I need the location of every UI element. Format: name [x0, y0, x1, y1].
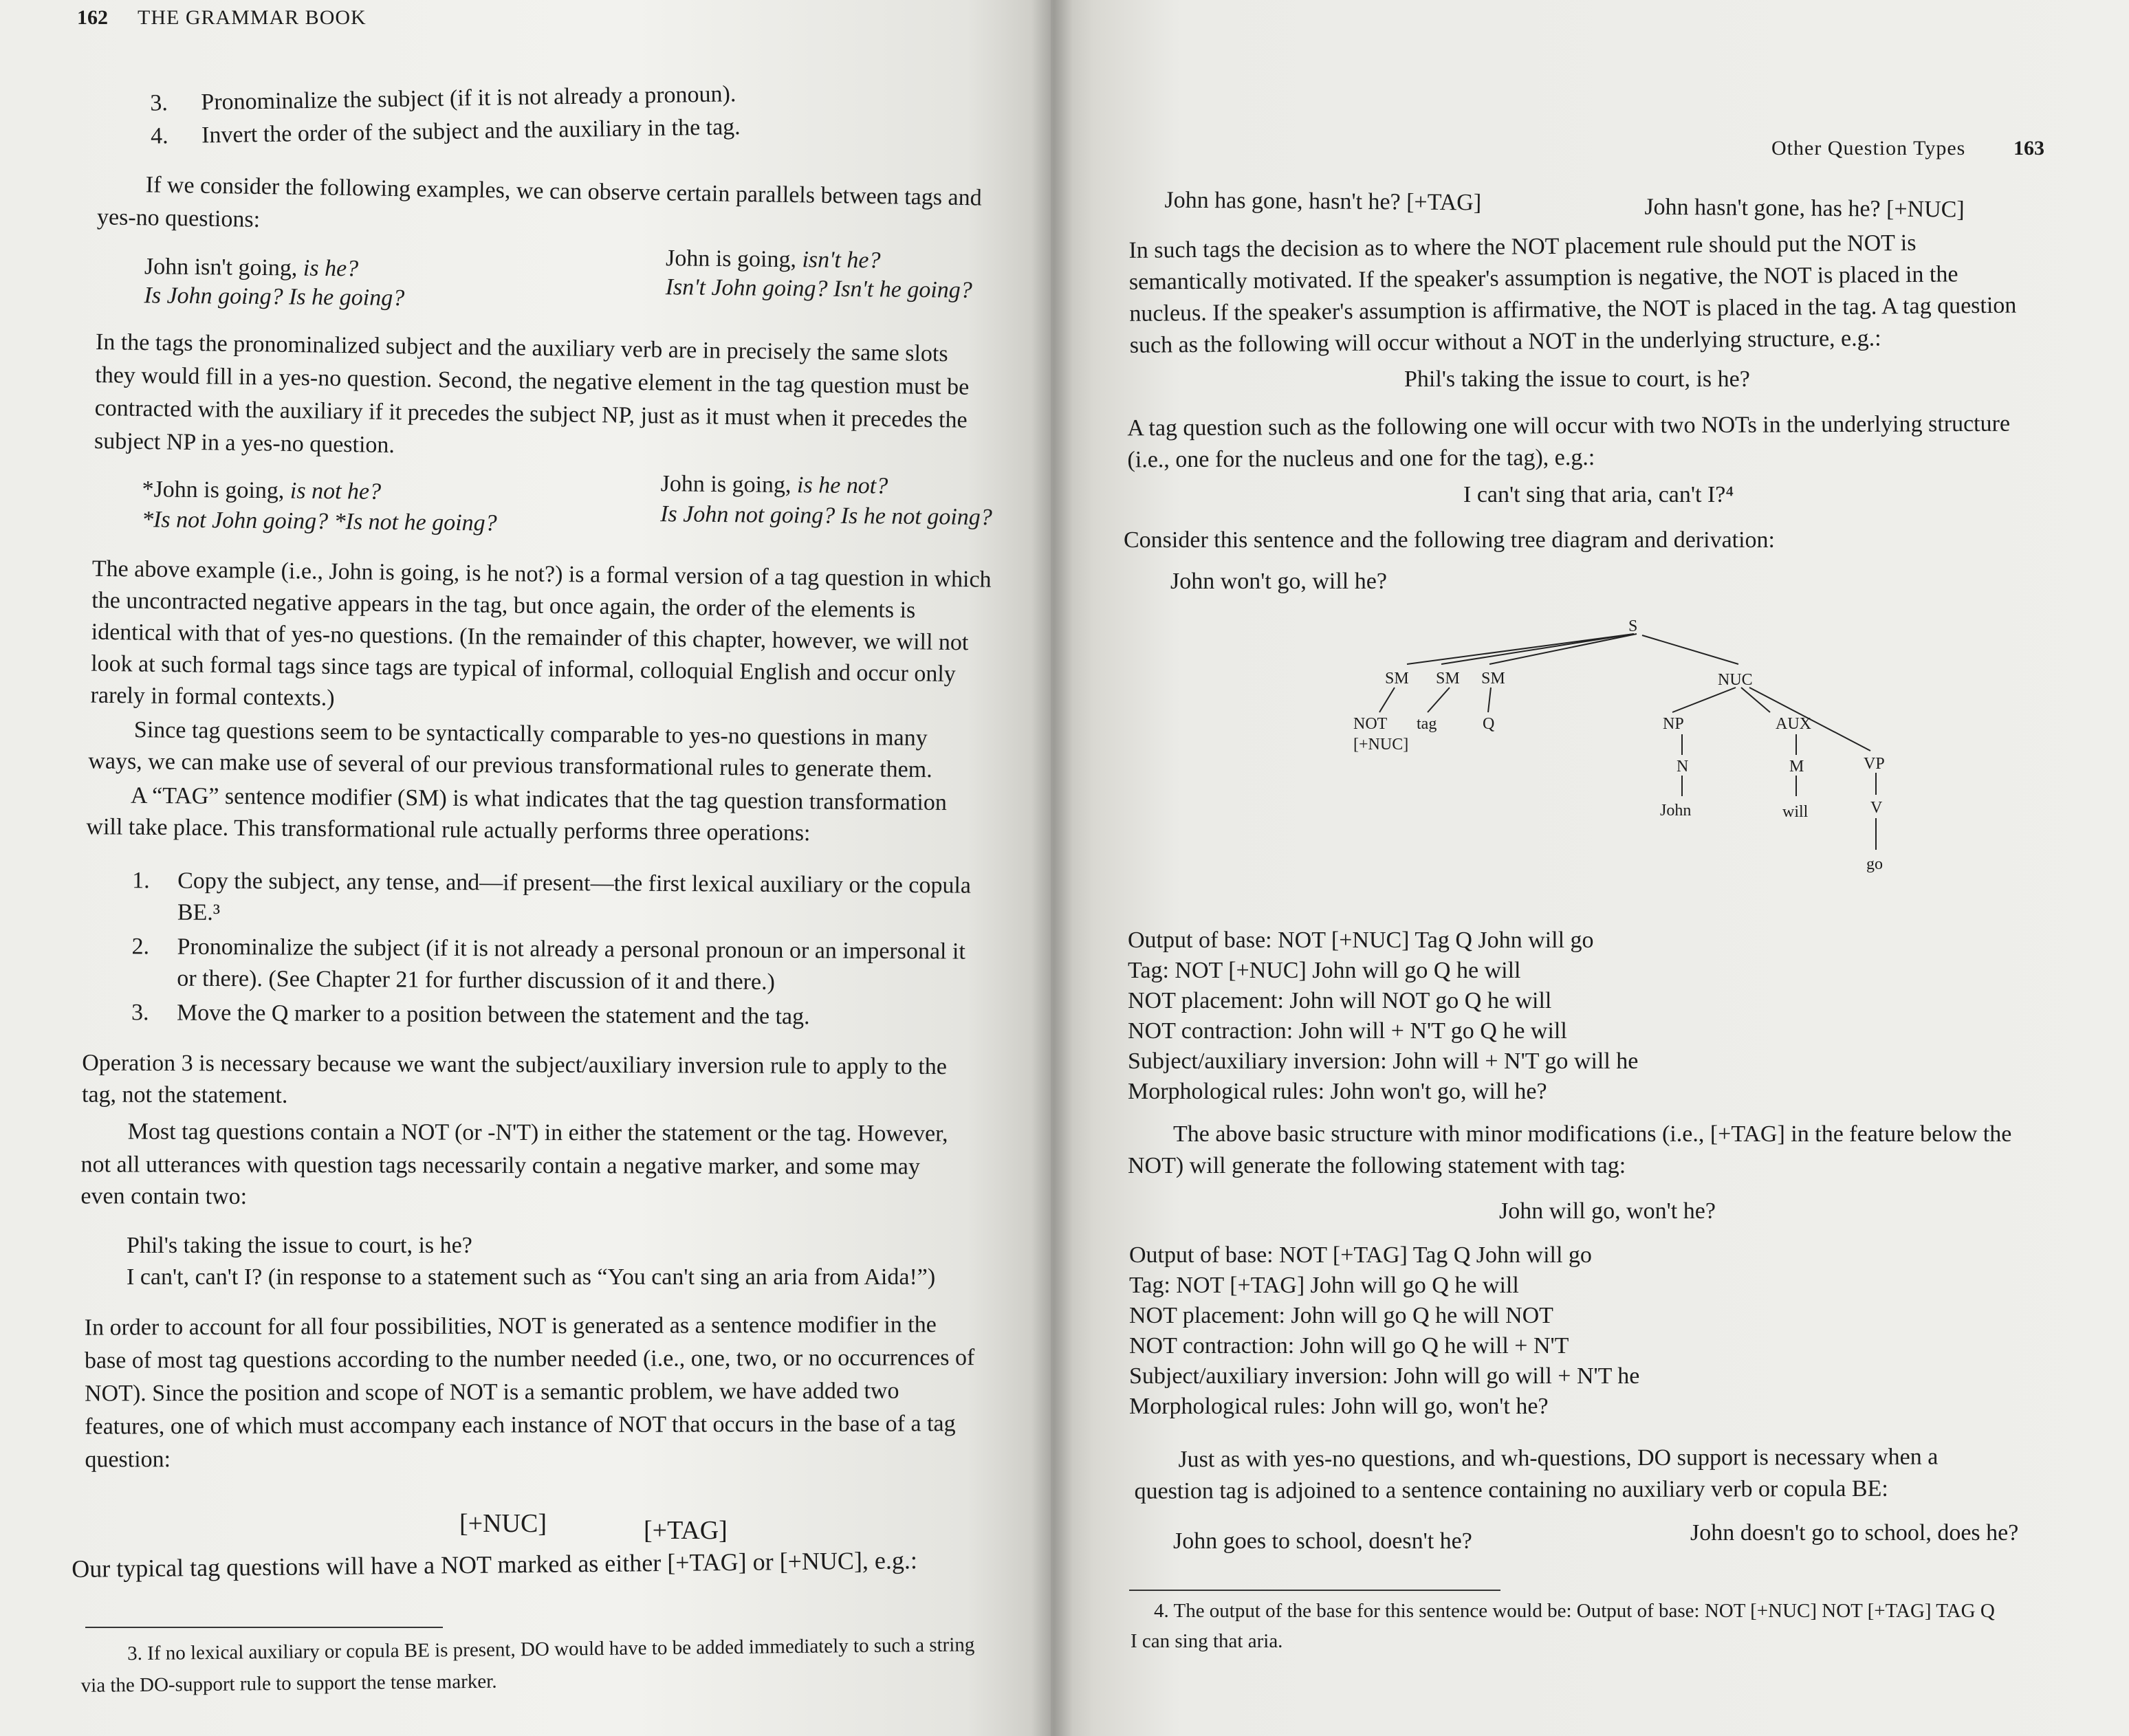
paragraph-line: (i.e., one for the nucleus and one for the tag), e.g.: — [1127, 444, 1595, 473]
node-vp: VP — [1864, 755, 1885, 773]
footnote-rule — [85, 1627, 443, 1628]
derivation-line: Subject/auxiliary inversion: John will + N'T go will he — [1128, 1048, 1639, 1074]
feature-tag: [+TAG] — [644, 1516, 728, 1545]
paragraph-line: Consider this sentence and the following tree diagram and derivation: — [1124, 527, 1776, 553]
paragraph-line: The above basic structure with minor modifications (i.e., [+TAG] in the feature below the — [1173, 1121, 2012, 1147]
op-line: BE.³ — [177, 899, 221, 925]
footnote-line: 4. The output of the base for this sentence would be: Output of base: NOT [+NUC] NOT [+TAG] TAG Q — [1154, 1600, 1995, 1622]
paragraph-line: In the tags the pronominalized subject and the auxiliary verb are in precisely the same slots — [95, 329, 948, 367]
derivation-line: NOT placement: John will NOT go Q he will — [1128, 988, 1552, 1013]
example-line: Is John not going? Is he not going? — [660, 501, 992, 531]
node-sm: SM — [1481, 670, 1505, 688]
example-line: I can't, can't I? (in response to a statement such as “You can't sing an aria from Aida!”) — [127, 1264, 936, 1290]
running-head: Other Question Types — [1771, 137, 1966, 160]
derivation-line: Tag: NOT [+TAG] John will go Q he will — [1129, 1273, 1519, 1298]
paragraph-line: even contain two: — [80, 1183, 248, 1209]
leaf-go: go — [1866, 855, 1883, 873]
example-line: Is John going? Is he going? — [144, 283, 405, 311]
step-number: 4. — [150, 123, 168, 149]
example-text: John is going, — [660, 471, 791, 498]
derivation-line: Morphological rules: John will go, won't he? — [1129, 1394, 1549, 1419]
node-np: NP — [1663, 715, 1684, 733]
node-aux: AUX — [1776, 715, 1811, 733]
running-head: THE GRAMMAR BOOK — [138, 6, 367, 29]
paragraph-line: contracted with the auxiliary if it precedes the subject NP, just as it must when it precedes the — [94, 395, 968, 433]
step-number: 3. — [150, 90, 168, 116]
node-v: V — [1870, 799, 1883, 817]
paragraph-line: A “TAG” sentence modifier (SM) is what indicates that the tag question transformation — [130, 782, 947, 816]
op-line: or there). (See Chapter 21 for further discussion of it and there.) — [177, 965, 775, 995]
step-text: Pronominalize the subject (if it is not already a pronoun). — [201, 81, 736, 116]
paragraph-line: subject NP in a yes-no question. — [94, 428, 395, 459]
node-tag: tag — [1417, 715, 1437, 733]
leaf-john: John — [1660, 802, 1692, 820]
edge-s-sm1 — [1407, 634, 1634, 664]
paragraph-line: identical with that of yes-no questions. (In the remainder of this chapter, however, we will not — [91, 619, 969, 656]
tree-diagram — [1051, 0, 2129, 908]
derivation-line: Output of base: NOT [+TAG] Tag Q John will go — [1129, 1242, 1592, 1268]
paragraph-line: semantically motivated. If the speaker's assumption is negative, the NOT is placed in the — [1128, 261, 1958, 295]
example-tag: is he? — [303, 255, 359, 282]
derivation-line: NOT contraction: John will go Q he will + N'T — [1129, 1333, 1569, 1359]
derivation-line: NOT placement: John will go Q he will NOT — [1129, 1303, 1553, 1328]
op-line: Copy the subject, any tense, and—if present—the first lexical auxiliary or the copula — [177, 868, 972, 899]
node-not-feature: [+NUC] — [1353, 736, 1409, 754]
edge-sm3-q — [1488, 688, 1491, 712]
tree-labels — [1353, 617, 1885, 873]
example-line — [666, 245, 881, 274]
example-line: John has gone, hasn't he? [+TAG] — [1164, 187, 1482, 216]
paragraph-line: question: — [85, 1447, 171, 1473]
example-line: John goes to school, doesn't he? — [1173, 1528, 1472, 1554]
paragraph-line: not all utterances with question tags necessarily contain a negative marker, and some may — [80, 1152, 920, 1180]
paragraph-line: If we consider the following examples, we can observe certain parallels between tags and — [145, 172, 982, 211]
example-line: John hasn't gone, has he? [+NUC] — [1644, 194, 1965, 223]
paragraph-line: In order to account for all four possibilities, NOT is generated as a sentence modifier in the — [84, 1312, 937, 1341]
footnote-line: via the DO-support rule to support the tense marker. — [80, 1670, 497, 1697]
node-nuc: NUC — [1718, 671, 1753, 689]
edge-sm1-not — [1379, 688, 1395, 712]
derivation-line: Subject/auxiliary inversion: John will go will + N'T he — [1129, 1363, 1640, 1389]
example-line: Phil's taking the issue to court, is he? — [127, 1233, 472, 1258]
example-text: John is going, — [665, 245, 797, 273]
example-line — [660, 470, 888, 500]
leaf-will: will — [1782, 803, 1809, 821]
op-line: Move the Q marker to a position between the statement and the tag. — [176, 1000, 810, 1030]
example-line: John will go, won't he? — [1499, 1198, 1716, 1224]
paragraph-line: question tag is adjoined to a sentence containing no auxiliary verb or copula BE: — [1134, 1475, 1888, 1504]
example-line: I can't sing that aria, can't I?⁴ — [1463, 482, 1734, 507]
paragraph-line: Most tag questions contain a NOT (or -N'T) in either the statement or the tag. However, — [127, 1119, 948, 1147]
example-line: John won't go, will he? — [1170, 569, 1387, 594]
node-n: N — [1677, 758, 1689, 776]
paragraph-line: will take place. This transformational rule actually performs three operations: — [86, 814, 811, 846]
example-tag: is he not? — [796, 472, 888, 499]
paragraph-line: look at such formal tags since tags are typical of informal, colloquial English and occur only — [90, 650, 957, 688]
paragraph-line: NOT) will generate the following statement with tag: — [1128, 1153, 1626, 1178]
node-m: M — [1789, 758, 1804, 776]
example-line: Phil's taking the issue to court, is he? — [1404, 366, 1750, 392]
example-tag: is not he? — [290, 478, 382, 505]
example-line — [142, 476, 381, 506]
feature-nuc: [+NUC] — [459, 1509, 547, 1538]
paragraph-line: they would fill in a yes-no question. Second, the negative element in the tag question must be — [95, 362, 970, 400]
paragraph-line: ways, we can make use of several of our previous transformational rules to generate them. — [88, 748, 932, 783]
op-number: 2. — [131, 934, 150, 960]
node-q: Q — [1483, 715, 1495, 733]
page-number: 162 — [77, 6, 108, 29]
node-s: S — [1628, 617, 1638, 635]
paragraph-line: rarely in formal contexts.) — [90, 682, 335, 712]
paragraph-line: Operation 3 is necessary because we want the subject/auxiliary inversion rule to apply to the — [82, 1050, 947, 1080]
footnote-rule — [1129, 1590, 1500, 1591]
paragraph-line: nucleus. If the speaker's assumption is affirmative, the NOT is placed in the tag. A tag question — [1129, 292, 2017, 327]
example-line: Isn't John going? Isn't he going? — [665, 274, 972, 303]
edge-s-sm2 — [1441, 634, 1634, 664]
derivation-line: NOT contraction: John will + N'T go Q he will — [1128, 1018, 1567, 1044]
step-text: Invert the order of the subject and the auxiliary in the tag. — [201, 114, 741, 149]
paragraph-line: such as the following will occur without a NOT in the underlying structure, e.g.: — [1129, 325, 1881, 358]
paragraph-line: tag, not the statement. — [81, 1081, 288, 1108]
footnote-line: 3. If no lexical auxiliary or copula BE is present, DO would have to be added immediately to such a string — [127, 1634, 975, 1665]
example-text: *John is going, — [142, 476, 285, 504]
node-sm: SM — [1385, 670, 1409, 688]
paragraph-line: base of most tag questions according to the number needed (i.e., one, two, or no occurrences of — [84, 1345, 975, 1374]
right-page — [1051, 0, 2129, 1736]
op-number: 3. — [131, 1000, 149, 1026]
paragraph-line: NOT). Since the position and scope of NOT is a semantic problem, we have added two — [85, 1378, 899, 1407]
paragraph-line: the uncontracted negative appears in the tag, but once again, the order of the elements is — [91, 587, 916, 624]
example-tag: isn't he? — [802, 247, 881, 274]
footnote-line: I can sing that aria. — [1131, 1630, 1283, 1652]
op-number: 1. — [132, 868, 150, 894]
example-line: *Is not John going? *Is not he going? — [141, 507, 497, 536]
derivation-line: Tag: NOT [+NUC] John will go Q he will — [1128, 958, 1521, 983]
edge-nuc-np — [1672, 688, 1736, 712]
derivation-line: Output of base: NOT [+NUC] Tag Q John will go — [1128, 927, 1594, 953]
page-number: 163 — [2013, 137, 2044, 160]
paragraph-line: features, one of which must accompany each instance of NOT that occurs in the base of a tag — [85, 1411, 956, 1440]
paragraph-line: In such tags the decision as to where the NOT placement rule should put the NOT is — [1128, 230, 1917, 263]
paragraph-line: The above example (i.e., John is going, is he not?) is a formal version of a tag question in which — [91, 556, 992, 593]
paragraph-line: Just as with yes-no questions, and wh-questions, DO support is necessary when a — [1178, 1444, 1939, 1473]
paragraph-line: Our typical tag questions will have a NOT marked as either [+TAG] or [+NUC], e.g.: — [72, 1546, 918, 1583]
node-sm: SM — [1436, 670, 1460, 688]
paragraph-line: Since tag questions seem to be syntactically comparable to yes-no questions in many — [133, 717, 928, 751]
left-page — [0, 0, 1051, 1736]
op-line: Pronominalize the subject (if it is not already a personal pronoun or an impersonal it — [177, 934, 965, 965]
node-not: NOT — [1353, 715, 1388, 733]
edge-s-sm3 — [1489, 634, 1637, 664]
paragraph-line: A tag question such as the following one will occur with two NOTs in the underlying structure — [1127, 410, 2011, 441]
example-line: John doesn't go to school, does he? — [1690, 1520, 2019, 1546]
derivation-line: Morphological rules: John won't go, will he? — [1128, 1079, 1547, 1104]
example-line — [144, 253, 359, 283]
example-text: John isn't going, — [144, 254, 298, 281]
edge-sm2-tag — [1428, 688, 1450, 712]
paragraph-line: yes-no questions: — [96, 204, 261, 232]
edge-s-nuc — [1642, 635, 1738, 664]
